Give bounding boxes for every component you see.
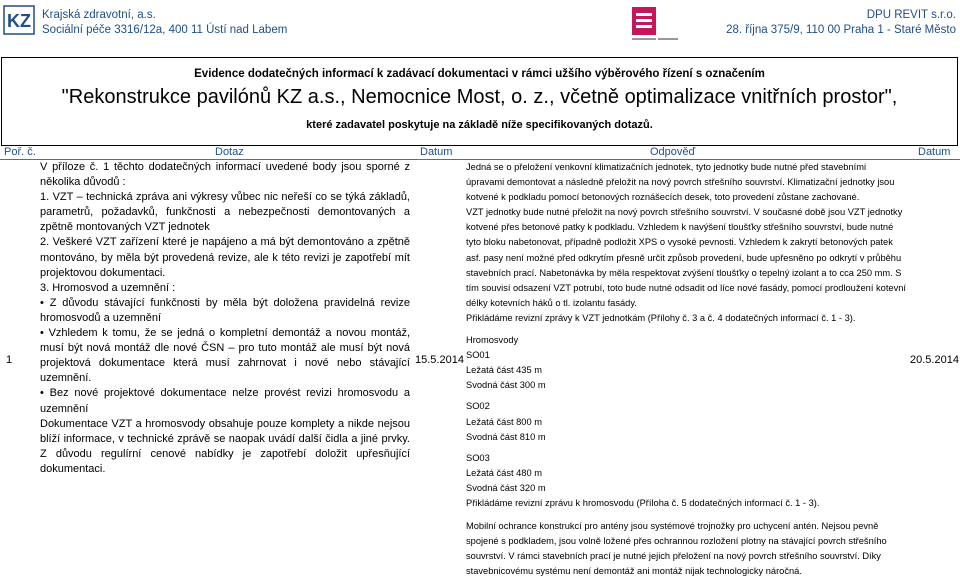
- question-cell: [40, 160, 410, 477]
- evidence-title: Evidence dodatečných informací k zadávací dokumentaci v rámci užšího výběrového řízení s označením: [194, 68, 765, 80]
- client-address: Sociální péče 3316/12a, 400 11 Ústí nad Labem: [42, 24, 288, 36]
- answer-date: 20.5.2014: [910, 354, 959, 366]
- svg-text:KZ: KZ: [7, 11, 31, 31]
- answer-line: SO02: [466, 401, 490, 412]
- question-date: 15.5.2014: [415, 354, 464, 366]
- answer-line: SO01: [466, 350, 490, 361]
- contractor-address: 28. října 375/9, 110 00 Praha 1 - Staré Město: [726, 24, 956, 36]
- answer-cell: [466, 160, 906, 579]
- question-paragraph: V příloze č. 1 těchto dodatečných informací uvedené body jsou sporné z několika důvodů :: [40, 161, 410, 189]
- question-paragraph: Dokumentace VZT a hromosvody obsahuje pouze komplety a nikde nejsou blíží informace, v technické zprávě se naopak uvádí další čidla a jiné prvky. Z důvodu regulírní cenové nabídky je zapotřebí doložit upřesňující dokumentaci.: [40, 417, 410, 475]
- answer-line: Svodná část 810 m: [466, 431, 546, 442]
- question-paragraph: 2. Veškeré VZT zařízení které je napájeno a má být demontováno a zpětně montováno, by měla být provedená revize, ale k této revizi je zapotřebí mít projektovou dokumentaci.: [40, 236, 410, 279]
- answer-paragraph: Přikládáme revizní zprávu k hromosvodu (Příloha č. 5 dodatečných informací č. 1 - 3).: [466, 497, 820, 508]
- document-header: [0, 0, 960, 52]
- question-bullet: • Z důvodu stávající funkčnosti by měla být doložena pravidelná revize hromosvodů a uzemnění: [40, 296, 410, 324]
- answer-paragraph: Mobilní ochrance konstrukcí pro antény jsou systémové trojnožky pro uchycení antén. Nejsou pevně spojené s podkladem, jsou volně ložené přes ochrannou rozložení plotny na stávající povrch střešního souvrství. V rámci stavebních prací je nutné jejich přeložení na nový povrch střešního souvrství. Díky stavebnicovému systému není demontáž ani montáž nijak technologicky náročná.: [466, 521, 887, 577]
- answer-line: Hromosvody: [466, 335, 519, 346]
- header-answer: Odpověď: [650, 146, 696, 158]
- header-date1: Datum: [420, 146, 453, 158]
- program-logo-icon: [620, 5, 680, 47]
- header-num: Poř. č.: [4, 146, 36, 158]
- title-subtitle: které zadavatel poskytuje na základě níže specifikovaných dotazů.: [306, 119, 653, 131]
- question-paragraph: 1. VZT – technická zpráva ani výkresy vůbec nic neřeší co se týká základů, parametrů, požadavků, funkčnosti a nebezpečnosti demontovaných a zpětně montovaných VZT jednotek: [40, 191, 410, 234]
- answer-line: Ležatá část 480 m: [466, 467, 542, 478]
- answer-line: Ležatá část 435 m: [466, 365, 542, 376]
- answer-line: Svodná část 320 m: [466, 482, 546, 493]
- header-date2: Datum: [918, 146, 951, 158]
- answer-paragraph: Jedná se o přeložení venkovní klimatizačních jednotek, tyto jednotky bude nutné před stavebními úpravami demontovat a následně přeložit na nový povrch střešního souvrství. Klimatizační jednotky jsou kotvené k podkladu pomocí betonových roznášecích desek, toto provedení zůstane zachované.: [466, 162, 895, 203]
- question-bullet: • Bez nové projektové dokumentace nelze provést revizi hromosvodu a uzemnění: [40, 387, 410, 415]
- question-bullet: • Vzhledem k tomu, že se jedná o kompletní demontáž a novou montáž, musí být nová montáž dle nové ČSN – pro tuto montáž ale musí být nová projektová dokumentace která musí zahrnovat i nové nebo stávající uzemnění.: [40, 327, 410, 385]
- header-question: Dotaz: [215, 146, 244, 158]
- title-box: [1, 57, 958, 146]
- answer-paragraph: Přikládáme revizní zprávy k VZT jednotkám (Přílohy č. 3 a č. 4 dodatečných informací č. 1 - 3).: [466, 312, 856, 323]
- contractor-name: DPU REVIT s.r.o.: [866, 9, 956, 21]
- client-info: [42, 8, 287, 38]
- kz-logo-icon: [2, 4, 36, 36]
- question-paragraph: 3. Hromosvod a uzemnění :: [40, 281, 176, 294]
- project-title: "Rekonstrukce pavilónů KZ a.s., Nemocnice Most, o. z., včetně optimalizace vnitřních prostor",: [61, 86, 898, 108]
- row-number: 1: [6, 354, 13, 366]
- client-name: Krajská zdravotní, a.s.: [42, 9, 156, 21]
- answer-line: Ležatá část 800 m: [466, 416, 542, 427]
- answer-paragraph: VZT jednotky bude nutné přeložit na nový povrch střešního souvrství. V současné době jsou VZT jednotky kotvené přes betonové patky k podkladu. Vzhledem k navýšení tloušťky střešního souvrství, bude nutné tyto bloku nabetonovat, případně podložit XPS o vysoké pevnosti. Vzhledem k zakrytí betonových patek asf. pasy není možné před odkrytím přesně určit způsob provedení, bude upřesněno po odkrytí v průběhu stavebních prací. Nabetonávka by měla respektovat zvýšení tloušťky o tepelný izolant a to cca 250 mm. S tím souvisí odsazení VZT potrubí, toto bude nutné odsadit od líce nové fasády, pomocí prodloužení kotevní délky kotevních háků o tl. izolantu fasády.: [466, 207, 906, 308]
- contractor-info: [726, 8, 956, 38]
- answer-line: SO03: [466, 452, 490, 463]
- answer-line: Svodná část 300 m: [466, 380, 546, 391]
